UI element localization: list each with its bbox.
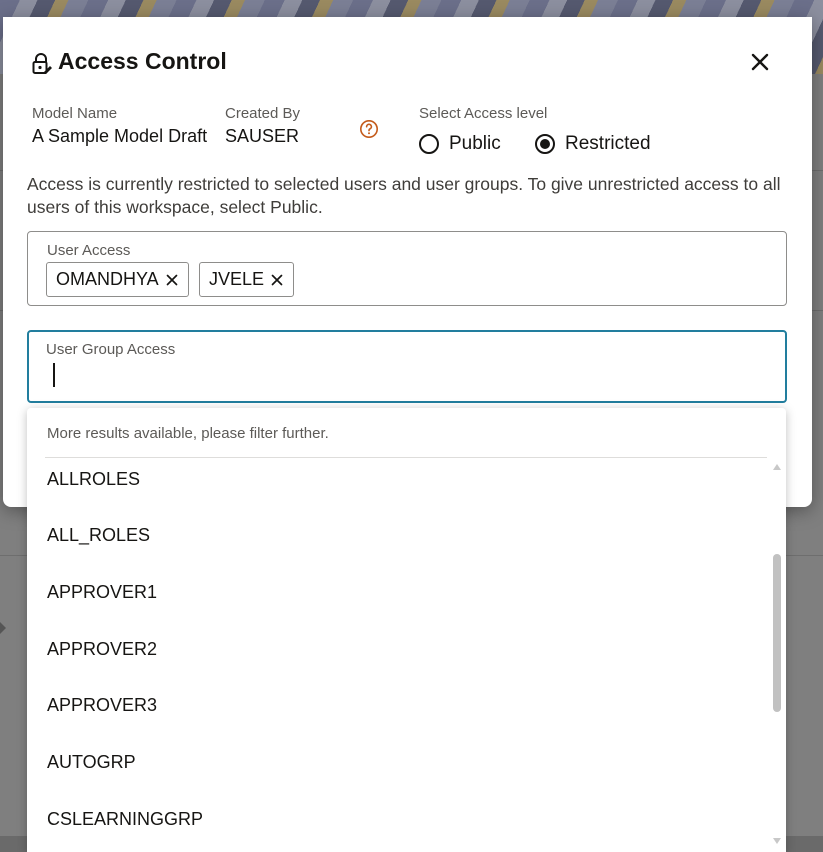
created-by-value: SAUSER	[225, 126, 300, 146]
user-group-access-label: User Group Access	[46, 341, 176, 358]
close-icon[interactable]	[271, 274, 283, 286]
lock-edit-icon	[32, 53, 52, 75]
user-chip-label: OMANDHYA	[56, 269, 159, 289]
access-description: Access is currently restricted to selected users and user groups. To give unrestricted access to all users of this workspace, select Public.	[27, 174, 781, 217]
radio-public[interactable]	[419, 133, 501, 155]
dropdown-option[interactable]: AUTOGRP	[47, 752, 136, 772]
radio-restricted[interactable]	[535, 133, 651, 155]
user-chip-label: JVELE	[209, 269, 265, 289]
user-access-label: User Access	[47, 242, 131, 259]
user-group-access-input[interactable]	[27, 330, 787, 403]
dropdown-option[interactable]: APPROVER2	[47, 639, 158, 659]
dropdown-message: More results available, please filter further.	[47, 425, 329, 442]
scroll-up-arrow-icon[interactable]	[773, 464, 781, 470]
access-level-label: Select Access level	[419, 105, 548, 122]
radio-restricted-label: Restricted	[565, 133, 651, 154]
dialog-title: Access Control	[58, 48, 227, 74]
radio-public-circle[interactable]	[419, 134, 439, 154]
radio-public-label: Public	[449, 133, 501, 154]
help-icon[interactable]	[359, 119, 379, 139]
dropdown-option[interactable]: ALLROLES	[47, 469, 141, 489]
dropdown-option[interactable]: APPROVER1	[47, 582, 158, 602]
model-name-value: A Sample Model Draft	[32, 126, 208, 146]
dropdown-option[interactable]: ALL_ROLES	[47, 525, 151, 545]
model-name-label: Model Name	[32, 105, 118, 122]
scrollbar-thumb[interactable]	[773, 554, 781, 712]
created-by-label: Created By	[225, 105, 301, 122]
user-access-field[interactable]	[27, 231, 787, 306]
user-chip	[199, 262, 294, 297]
text-cursor	[53, 363, 55, 387]
close-icon[interactable]	[748, 50, 772, 74]
dropdown-option[interactable]: CSLEARNINGGRP	[47, 809, 204, 829]
user-group-dropdown	[27, 408, 786, 852]
dropdown-divider	[45, 457, 767, 458]
radio-restricted-circle[interactable]	[535, 134, 555, 154]
background-arrow-icon	[0, 622, 6, 634]
dropdown-option[interactable]: APPROVER3	[47, 695, 158, 715]
close-icon[interactable]	[166, 274, 178, 286]
scroll-down-arrow-icon[interactable]	[773, 838, 781, 844]
user-chip	[46, 262, 189, 297]
